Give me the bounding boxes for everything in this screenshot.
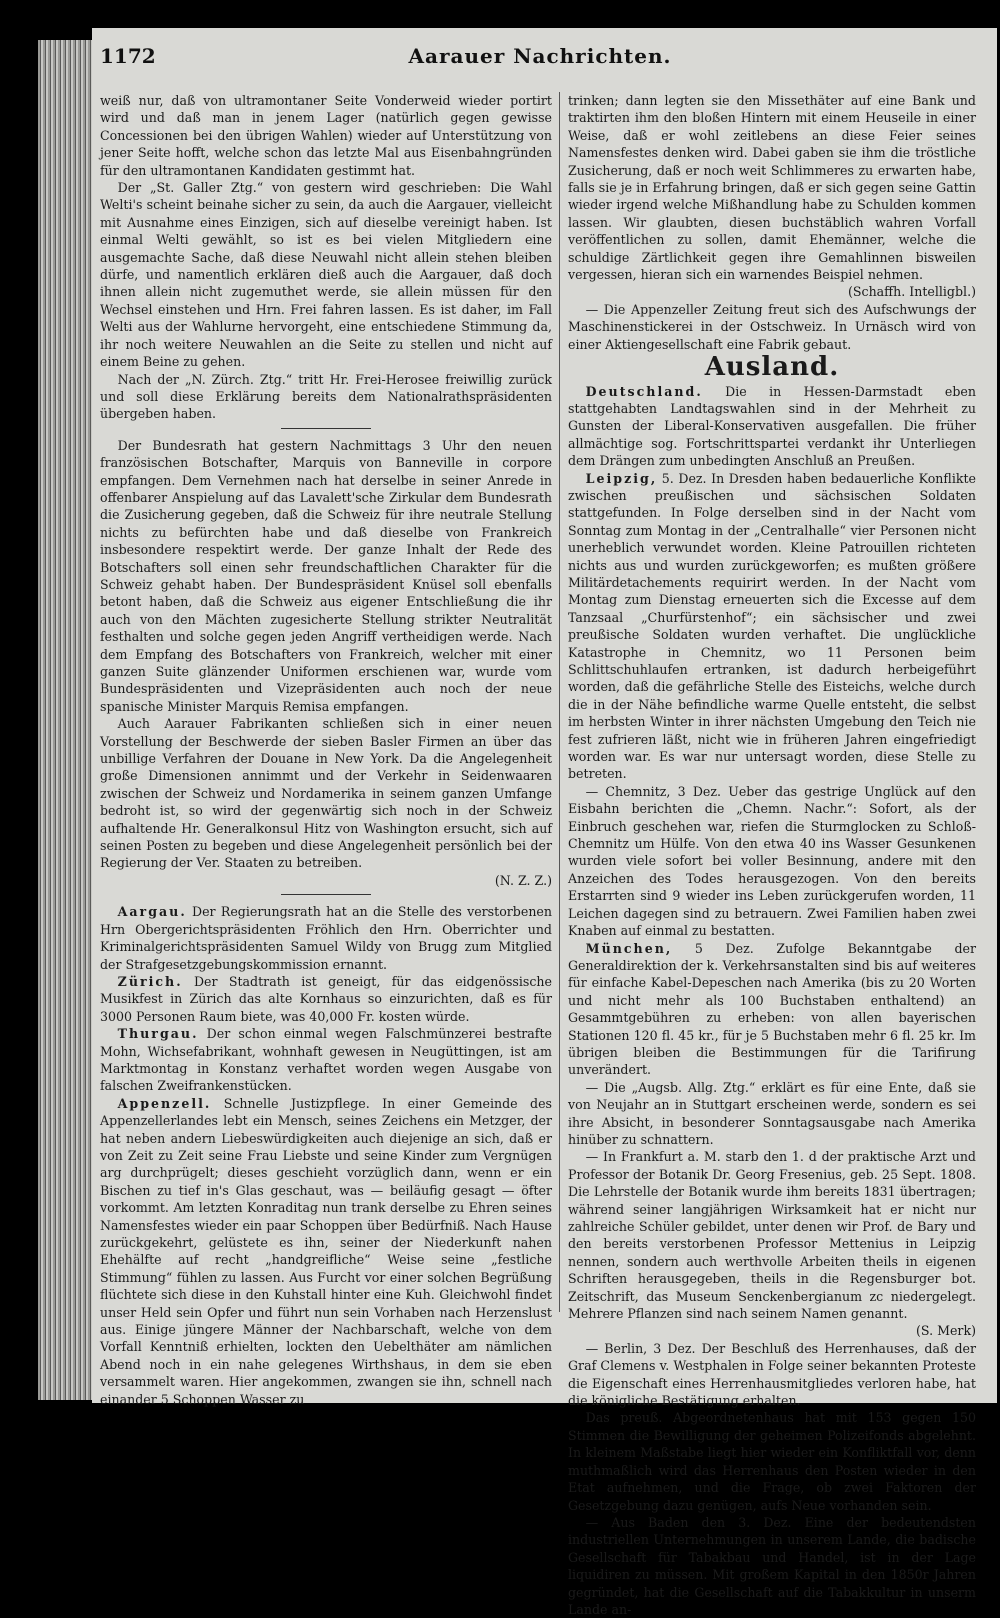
article-paragraph: — In Frankfurt a. M. starb den 1. d der praktische Arzt und Professor der Botanik Dr. Georg Fresenius, geb. 25 Sept. 1808. Die Lehrstelle der Botanik wurde ihm bereits 1831 übertragen; während seiner langjährigen Wirksamkeit hat er nicht nur zahlreiche Schüler gebildet, unter denen wir Prof. de Bary und den bereits verstorbenen Professor Mettenius in Leipzig nennen, sondern auch werthvolle Arbeiten theils in eigenen Schriften herausgegeben, theils in die Regensburger bot. Zeitschrift, das Museum Senckenbergianum zc niedergelegt. Mehrere Pflanzen sind nach seinem Namen genannt.: [568, 1149, 976, 1322]
article-paragraph: [100, 1025, 552, 1095]
article-paragraph: [100, 903, 552, 973]
article-paragraph: Der „St. Galler Ztg.“ von gestern wird geschrieben: Die Wahl Welti's scheint beinahe sicher zu sein, da auch die Aargauer, vielleicht mit Ausnahme eines Einzigen, sich auf dieselbe vereinigt haben. Ist einmal Welti gewählt, so ist es bei vielen Mitgliedern eine ausgemachte Sache, daß diese Neuwahl nicht allein stehen bleiben dürfe, und namentlich erklären dieß auch die Aargauer, daß doch ihnen allein nicht zugemuthet werde, sie allein müssen für den Wechsel einstehen und Hrn. Frei fahren lassen. Es ist daher, im Fall Welti aus der Wahlurne hervorgeht, eine entschiedene Stimmung da, ihr noch weitere Neuwahlen an die Seite zu stellen und nicht auf einem Beine zu gehen.: [100, 180, 552, 370]
dateline: Aargau.: [117, 904, 187, 920]
right-column: [568, 92, 976, 1618]
separator-rule: [281, 428, 371, 429]
article-paragraph: trinken; dann legten sie den Missethäter auf eine Bank und traktirten ihm den bloßen Hintern mit einem Heuseile in einer Weise, daß er wohl zeitlebens an diese Feier seines Namensfestes denken wird. Dabei gaben sie ihm die tröstliche Zusicherung, daß er noch weit Schlimmeres zu erwarten habe, falls sie je in Erfahrung bringen, daß er sich gegen seine Gattin wieder irgend welche Mißhandlung habe zu Schulden kommen lassen. Wir glaubten, diesen buchstäblich wahren Vorfall veröffentlichen zu sollen, damit Ehemänner, welche die schuldige Zärtlichkeit gegen ihre Gemahlinnen bisweilen vergessen, hieran sich ein warnendes Beispiel nehmen.: [568, 93, 976, 283]
article-source: (N. Z. Z.): [494, 872, 552, 888]
article-text: 5 Dez. Zufolge Bekanntgabe der Generaldirektion der k. Verkehrsanstalten sind bis auf weiteres für einfache Kabel-Depeschen nach Amerika (bis zu 20 Worten und nicht mehr als 100 Buchstaben enthaltend) an Gesammtgebühren zu erheben: von allen bayerischen Stationen 120 fl. 45 kr., für je 5 Buchstaben mehr 6 fl. 25 kr. Im übrigen bleiben die Bestimmungen für die Tarifirung unverändert.: [568, 940, 976, 1078]
article-text: Der Stadtrath ist geneigt, für das eidgenössische Musikfest in Zürich das alte Kornhaus so einzurichten, daß es für 3000 Personen Raum biete, was 40,000 Fr. kosten würde.: [100, 973, 552, 1024]
article-text: Schnelle Justizpflege. In einer Gemeinde des Appenzellerlandes lebt ein Mensch, seines Zeichens ein Metzger, der hat neben andern Liebeswürdigkeiten auch diejenige an sich, daß er von Zeit zu Zeit seine Frau Liebste und seine Kinder zum Vergnügen arg durchprügelt; dieses geschieht vorzüglich dann, wenn er ein Bischen zu tief in's Glas geschaut, was — beiläufig gesagt — öfter vorkommt. Am letzten Konraditag nun trank derselbe zu Ehren seines Namensfestes wieder ein paar Schoppen über Bedürfniß. Nach Hause zurückgekehrt, gelüstete es ihn, seiner der Niederkunft nahen Ehehälfte auf recht „handgreifliche“ Weise seine „festliche Stimmung“ fühlen zu lassen. Aus Furcht vor einer solchen Begrüßung flüchtete sich diese in den Kuhstall hinter eine Kuh. Gleichwohl findet unser Held sein Opfer und führt nun sein Vorhaben nach Herzenslust aus. Einige jüngere Männer der Nachbarschaft, welche von dem Vorfall Kenntniß erhielten, lockten den Uebelthäter am nämlichen Abend noch in ein nahe gelegenes Wirthshaus, in dem sie eben versammelt waren. Hier angekommen, zwangen sie ihn, schnell nach einander 5 Schoppen Wasser zu: [100, 1095, 552, 1407]
article-paragraph: Nach der „N. Zürch. Ztg.“ tritt Hr. Frei-Herosee freiwillig zurück und soll diese Erklärung bereits dem Nationalrathspräsidenten übergeben haben.: [100, 371, 552, 422]
article-paragraph: [568, 940, 976, 1079]
article-paragraph: [568, 470, 976, 783]
article-paragraph: Der Bundesrath hat gestern Nachmittags 3 Uhr den neuen französischen Botschafter, Marquis von Banneville in corpore empfangen. Dem Vernehmen nach hat derselbe in seiner Anrede in offenbarer Anspielung auf das Lavalett'sche Zirkular dem Bundesrath die Zusicherung gegeben, daß die Schweiz für ihre neutrale Stellung nichts zu befürchten habe und daß dieselbe von Frankreich insbesondere respektirt werde. Der ganze Inhalt der Rede des Botschafters soll einen sehr freundschaftlichen Charakter für die Schweiz gehabt haben. Der Bundespräsident Knüsel soll ebenfalls betont haben, daß die Schweiz aus eigener Entschließung die ihr auch von den Mächten zugesicherte Stellung strikter Neutralität festhalten und solche gegen jeden Angriff vertheidigen werde. Nach dem Empfang des Botschafters von Frankreich, welcher mit einer ganzen Suite glänzender Uniformen erschienen war, wurde vom Bundespräsidenten und Vizepräsidenten auch noch der neue spanische Minister Marquis Remisa empfangen.: [100, 437, 552, 714]
article-source: (Schaffh. Intelligbl.): [847, 284, 976, 300]
article-paragraph: [100, 973, 552, 1025]
section-heading: Ausland.: [704, 352, 840, 383]
dateline: Leipzig,: [585, 470, 658, 486]
article-text: Die in Hessen-Darmstadt eben stattgehabten Landtagswahlen sind in der Mehrheit zu Gunsten der Liberal-Konservativen ausgefallen. Die früher allmächtige sog. Fortschrittspartei verdankt ihr Unterliegen dem Drängen zum unbedingten Anschluß an Preußen.: [568, 383, 976, 469]
article-paragraph: weiß nur, daß von ultramontaner Seite Vonderweid wieder portirt wird und daß man in jenem Lager (natürlich gegen gewisse Concessionen bei den übrigen Wahlen) wieder auf Unterstützung von jener Seite hofft, welche schon das letzte Mal aus Eisenbahngründen für den ultramontanen Kandidaten gestimmt hat.: [100, 93, 552, 178]
column-divider: [559, 92, 560, 1312]
article-paragraph: — Die „Augsb. Allg. Ztg.“ erklärt es für eine Ente, daß sie von Neujahr an in Stuttgart erscheinen werde, sondern es sei ihre Absicht, in besonderer Sonntagsausgabe nach Amerika hinüber zu schnattern.: [568, 1079, 976, 1147]
article-paragraph: — Berlin, 3 Dez. Der Beschluß des Herrenhauses, daß der Graf Clemens v. Westphalen in Folge seiner bekannten Proteste die Eigenschaft eines Herrenhausmitgliedes verloren habe, hat die königliche Bestätigung erhalten.: [568, 1340, 976, 1409]
article-text: 5. Dez. In Dresden haben bedauerliche Konflikte zwischen preußischen und sächsischen Soldaten stattgefunden. In Folge derselben sind in der Nacht vom Sonntag zum Montag in der „Centralhalle“ vier Personen nicht unerheblich verwundet worden. Kleine Patrouillen richteten nichts aus und wurden zurückgeworfen; es mußten größere Militärdetachements requirirt werden. In der Nacht vom Montag zum Dienstag erneuerten sich die Excesse auf dem Tanzsaal „Churfürstenhof“; ein sächsischer und zwei preußische Soldaten wurden verhaftet. Die unglückliche Katastrophe in Chemnitz, wo 11 Personen beim Schlittschuhlaufen ertranken, ist dadurch herbeigeführt worden, daß die gefährliche Stelle des Eisteichs, welche durch die in der Nähe befindliche warme Quelle entsteht, die selbst im herbsten Winter in ihrer nächsten Umgebung den Teich nie fest zufrieren läßt, nicht wie in früheren Jahren eingefriedigt worden war. Es war nur untersagt worden, diese Stelle zu betreten.: [568, 470, 976, 782]
article-paragraph: [568, 383, 976, 470]
separator-rule: [281, 894, 371, 895]
dateline: Appenzell.: [117, 1095, 212, 1111]
article-text: Der schon einmal wegen Falschmünzerei bestrafte Mohn, Wichsefabrikant, wohnhaft gewesen in Neugüttingen, ist am Marktmontag in Konstanz verhaftet worden wegen Ausgabe von falschen Zweifrankenstücken.: [100, 1026, 552, 1094]
article-paragraph: — Chemnitz, 3 Dez. Ueber das gestrige Unglück auf den Eisbahn berichten die „Chemn. Nachr.“: Sofort, als der Einbruch geschehen war, riefen die Sturmglocken zu Schloß-Chemnitz um Hülfe. Von den etwa 40 ins Wasser Gesunkenen wurden viele sofort bei voller Besinnung, andere mit den Anzeichen des Todes herausgezogen. Von den bereits Erstarrten sind 9 wieder ins Leben zurückgerufen worden, 11 Leichen dagegen sind zu betrauern. Zwei Familien haben zwei Knaben auf einmal zu bestatten.: [568, 783, 976, 939]
book-page-edges: [38, 40, 96, 1400]
page-header: [100, 44, 980, 72]
dateline: Zürich.: [117, 973, 183, 989]
dateline: Thurgau.: [117, 1026, 199, 1042]
article-paragraph: [100, 1095, 552, 1408]
page-number: 1172: [100, 44, 156, 68]
left-column: [100, 92, 552, 1408]
dateline: München,: [585, 940, 673, 956]
article-paragraph: Das preuß. Abgeordnetenhaus hat mit 153 gegen 150 Stimmen die Bewilligung der geheimen Polizeifonds abgelehnt. In kleinem Maßstabe liegt hier wieder ein Konfliktfall vor, denn muthmaßlich wird das Herrenhaus den Posten wieder in den Etat aufnehmen, und die Frage, ob zwei Faktoren der Gesetzgebung dazu genügen, aufs Neue vorhanden sein.: [568, 1410, 976, 1513]
article-paragraph: — Aus Baden den 3. Dez. Eine der bedeutendsten industriellen Unternehmungen in unserem Lande, die badische Gesellschaft für Tabakbau und Handel, ist in der Lage liquidiren zu müssen. Mit großem Kapital in den 1850r Jahren gegründet, hat die Gesellschaft auf die Tabakkultur in unserm Lande an-: [568, 1514, 976, 1617]
article-paragraph: Auch Aarauer Fabrikanten schließen sich in einer neuen Vorstellung der Beschwerde der sieben Basler Firmen an über das unbillige Verfahren der Douane in New York. Da die Angelegenheit große Dimensionen annimmt und der Verkehr in Seidenwaaren zwischen der Schweiz und Nordamerika in seinem ganzen Umfange bedroht ist, so wird der gegenwärtig sich noch in der Schweiz aufhaltende Hr. Generalkonsul Hitz von Washington ersucht, sich auf seinen Posten zu begeben und diese Angelegenheit persönlich bei der Regierung der Ver. Staaten zu betreiben.: [100, 716, 552, 871]
article-text: Der Regierungsrath hat an die Stelle des verstorbenen Hrn Obergerichtspräsidenten Fröhlich den Hrn. Oberrichter und Kriminalgerichtspräsidenten Samuel Wildy von Brugg zum Mitglied der Strafgesetzgebungskommission ernannt.: [100, 904, 552, 972]
article-paragraph: — Die Appenzeller Zeitung freut sich des Aufschwungs der Maschinenstickerei in der Ostschweiz. In Urnäsch wird von einer Aktiengesellschaft eine Fabrik gebaut.: [568, 301, 976, 352]
dateline: Deutschland.: [585, 383, 703, 399]
newspaper-title: Aarauer Nachrichten.: [408, 44, 672, 68]
article-source: (S. Merk): [915, 1323, 976, 1339]
